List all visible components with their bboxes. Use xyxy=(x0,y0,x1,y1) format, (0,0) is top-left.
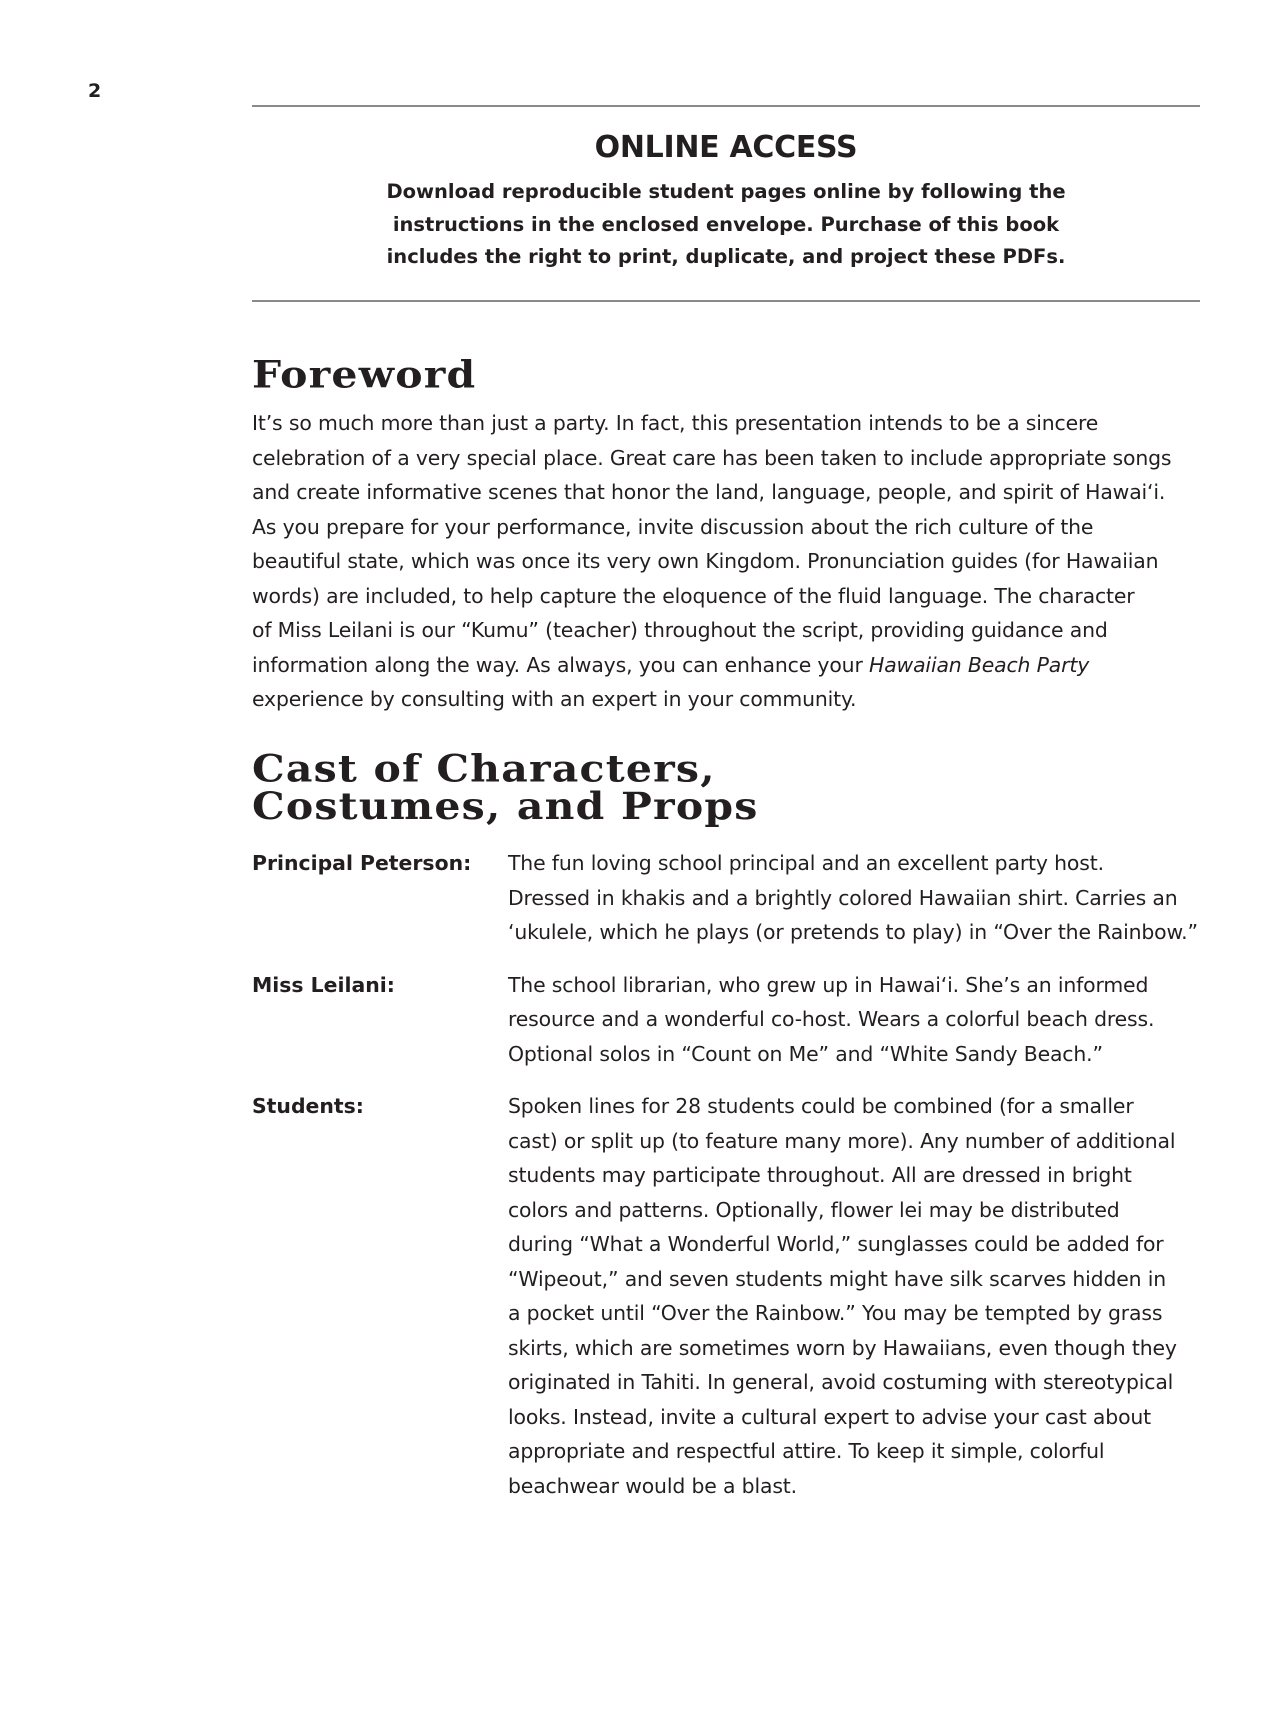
bottom-divider xyxy=(252,300,1200,302)
cast-description-line: The fun loving school principal and an excellent party host. xyxy=(508,851,1104,875)
online-access-box xyxy=(252,128,1200,274)
foreword-line: of Miss Leilani is our “Kumu” (teacher) throughout the script, providing guidance and xyxy=(252,618,1108,642)
foreword-body xyxy=(252,406,1202,717)
cast-description-line: skirts, which are sometimes worn by Hawaiians, even though they xyxy=(508,1335,1177,1360)
cast-description-line: ‘ukulele, which he plays (or pretends to play) in “Over the Rainbow.” xyxy=(508,920,1198,944)
foreword-heading: Foreword xyxy=(252,352,477,397)
cast-description xyxy=(508,968,1202,1072)
cast-description-line: cast) or split up (to feature many more). Any number of additional xyxy=(508,1128,1176,1153)
cast-description-line: students may participate throughout. All are dressed in bright xyxy=(508,1163,1132,1187)
cast-heading-line: Costumes, and Props xyxy=(252,784,759,829)
foreword-line: beautiful state, which was once its very own Kingdom. Pronunciation guides (for Hawaiian xyxy=(252,549,1159,573)
cast-description-line: colors and patterns. Optionally, flower lei may be distributed xyxy=(508,1197,1120,1222)
foreword-line: celebration of a very special place. Great care has been taken to include appropriate songs xyxy=(252,445,1172,470)
foreword-text: information along the way. As always, you can enhance your xyxy=(252,652,870,677)
online-access-line: includes the right to print, duplicate, and project these PDFs. xyxy=(386,245,1066,268)
cast-entry-miss-leilani xyxy=(252,968,1202,1072)
cast-description-line: looks. Instead, invite a cultural expert to advise your cast about xyxy=(508,1404,1152,1429)
cast-name: Miss Leilani: xyxy=(252,972,395,997)
online-access-line: instructions in the enclosed envelope. Purchase of this book xyxy=(392,212,1060,236)
cast-heading-line: Cast of Characters, xyxy=(252,746,716,791)
foreword-line xyxy=(252,648,1202,683)
cast-description-line: Dressed in khakis and a brightly colored Hawaiian shirt. Carries an xyxy=(508,885,1178,910)
foreword-line: It’s so much more than just a party. In fact, this presentation intends to be a sincere xyxy=(252,411,1099,435)
cast-section xyxy=(252,746,1202,1521)
foreword-line: As you prepare for your performance, invite discussion about the rich culture of the xyxy=(252,514,1094,539)
foreword-line: and create informative scenes that honor the land, language, people, and spirit of Hawai‘i. xyxy=(252,480,1166,504)
online-access-line: Download reproducible student pages online by following the xyxy=(386,180,1066,203)
cast-name: Students: xyxy=(252,1094,364,1118)
foreword-section xyxy=(252,352,1202,717)
online-access-title: ONLINE ACCESS xyxy=(594,130,858,165)
cast-description-line: originated in Tahiti. In general, avoid costuming with stereotypical xyxy=(508,1370,1174,1394)
cast-description xyxy=(508,846,1202,950)
cast-list xyxy=(252,846,1202,1503)
cast-description-line: The school librarian, who grew up in Hawai‘i. She’s an informed xyxy=(508,972,1149,997)
book-title-italic: Hawaiian Beach Party xyxy=(869,652,1090,677)
cast-description-line: resource and a wonderful co-host. Wears a colorful beach dress. xyxy=(508,1007,1155,1031)
cast-heading xyxy=(252,746,1202,829)
cast-description-line: a pocket until “Over the Rainbow.” You may be tempted by grass xyxy=(508,1301,1163,1325)
online-access-text xyxy=(376,176,1076,274)
cast-description-line: Spoken lines for 28 students could be combined (for a smaller xyxy=(508,1094,1134,1118)
cast-name: Principal Peterson: xyxy=(252,851,472,875)
cast-description-line: beachwear would be a blast. xyxy=(508,1473,797,1498)
cast-entry-students xyxy=(252,1089,1202,1503)
foreword-line: experience by consulting with an expert in your community. xyxy=(252,687,857,711)
cast-description-line: during “What a Wonderful World,” sunglasses could be added for xyxy=(508,1232,1164,1256)
foreword-line: words) are included, to help capture the eloquence of the fluid language. The character xyxy=(252,583,1135,608)
cast-description-line: Optional solos in “Count on Me” and “White Sandy Beach.” xyxy=(508,1041,1103,1066)
page-number: 2 xyxy=(88,80,102,102)
cast-description-line: appropriate and respectful attire. To keep it simple, colorful xyxy=(508,1439,1105,1463)
cast-description xyxy=(508,1089,1202,1503)
cast-description-line: “Wipeout,” and seven students might have silk scarves hidden in xyxy=(508,1266,1167,1291)
top-divider xyxy=(252,105,1200,107)
cast-entry-principal-peterson xyxy=(252,846,1202,950)
